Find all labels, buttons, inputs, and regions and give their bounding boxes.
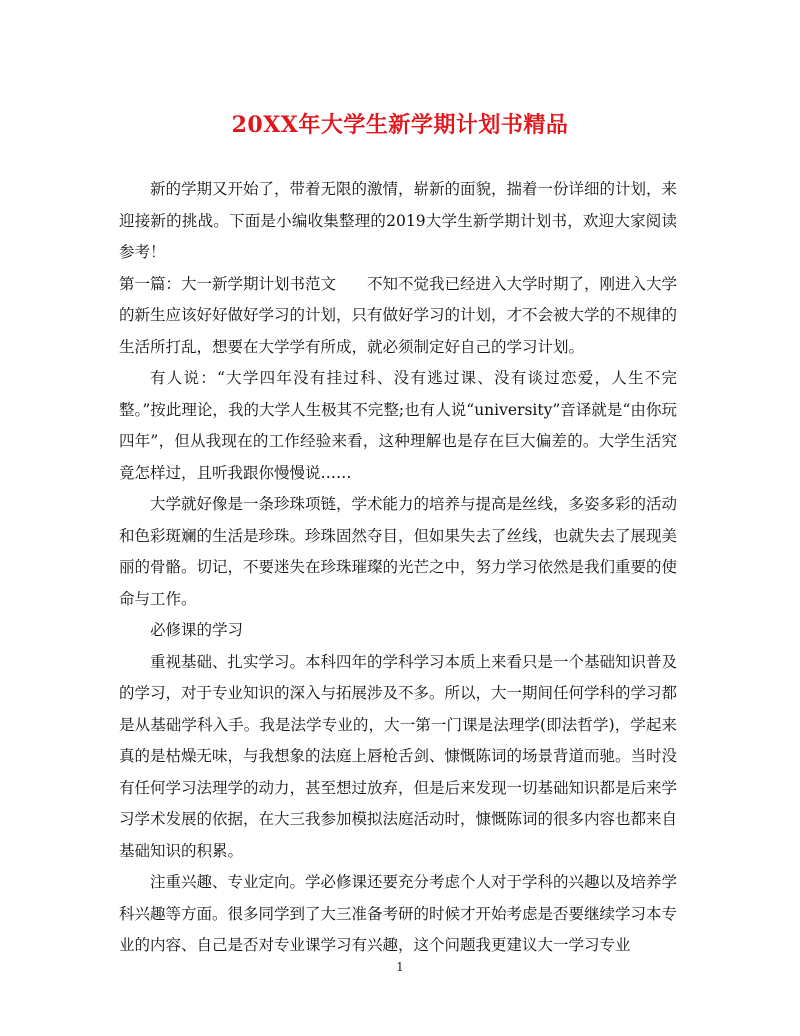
body-paragraph: 有人说：“大学四年没有挂过科、没有逃过课、没有谈过恋爱，人生不完整。”按此理论，我的大学人生极其不完整;也有人说“university”音译就是“由你玩四年”，但从我现在的工作经验来看，这种理解也是存在巨大偏差的。大学生活究竟怎样过，且听我跟你慢慢说…… bbox=[119, 369, 677, 482]
document-title: 20XX年大学生新学期计划书精品 bbox=[231, 112, 569, 138]
page-number: 1 bbox=[396, 960, 404, 974]
body-paragraph: 重视基础、扎实学习。本科四年的学科学习本质上来看只是一个基础知识普及的学习，对于专业知识的深入与拓展涉及不多。所以，大一期间任何学科的学习都是从基础学科入手。我是法学专业的，大一第一门课是法理学(即法哲学)，学起来真的是枯燥无味，与我想象的法庭上唇枪舌剑、慷慨陈词的场景背道而驰。当时没有任何学习法理学的动力，甚至想过放弃，但是后来发现一切基础知识都是后来学习学术发展的依据，在大三我参加模拟法庭活动时，慷慨陈词的很多内容也都来自基础知识的积累。 bbox=[119, 652, 678, 860]
intro-paragraph: 新的学期又开始了，带着无限的激情，崭新的面貌，揣着一份详细的计划，来迎接新的挑战。下面是小编收集整理的2019大学生新学期计划书，欢迎大家阅读参考！ bbox=[119, 180, 678, 261]
document-body bbox=[119, 174, 677, 962]
section-heading: 必修课的学习 bbox=[150, 621, 244, 639]
chapter-one-paragraph: 第一篇：大一新学期计划书范文 不知不觉我已经进入大学时期了，刚进入大学的新生应该好好做好学习的计划，只有做好学习的计划，才不会被大学的不规律的生活所打乱，想要在大学学有所成，就必须制定好自己的学习计划。 bbox=[119, 274, 678, 356]
body-paragraph: 注重兴趣、专业定向。学必修课还要充分考虑个人对于学科的兴趣以及培养学科兴趣等方面。很多同学到了大三准备考研的时候才开始考虑是否要继续学习本专业的内容、自己是否对专业课学习有兴趣，这个问题我更建议大一学习专业 bbox=[119, 873, 678, 954]
body-paragraph: 大学就好像是一条珍珠项链，学术能力的培养与提高是丝线，多姿多彩的活动和色彩斑斓的生活是珍珠。珍珠固然夺目，但如果失去了丝线，也就失去了展现美丽的骨骼。切记，不要迷失在珍珠璀璨的光芒之中，努力学习依然是我们重要的使命与工作。 bbox=[119, 495, 678, 608]
